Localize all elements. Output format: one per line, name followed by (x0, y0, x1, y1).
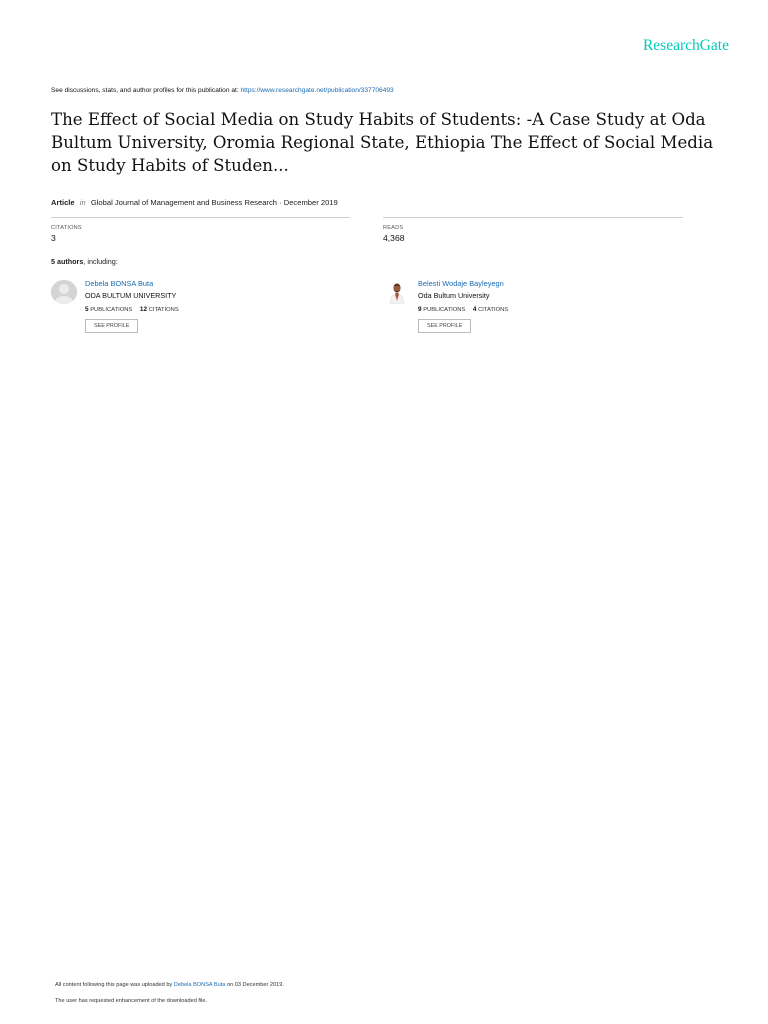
author-publications-count: 5 (85, 306, 89, 313)
author-name[interactable]: Debela BONSA Buta (85, 279, 154, 288)
reads-stat (383, 217, 683, 243)
upload-prefix: All content following this page was uploaded by (55, 982, 174, 988)
author-citations-count: 4 (472, 306, 477, 313)
default-avatar-icon[interactable] (51, 280, 77, 304)
reads-value: 4,368 (383, 233, 405, 243)
citations-label: CITATIONS (51, 225, 82, 231)
reads-label: READS (383, 225, 404, 231)
citations-stat (51, 217, 350, 243)
journal-name[interactable]: Global Journal of Management and Business Research · December 2019 (90, 198, 338, 207)
author-institution: ODA BULTUM UNIVERSITY (85, 291, 177, 300)
publication-meta (51, 198, 338, 207)
author-info (85, 279, 185, 333)
researchgate-logo[interactable]: ResearchGate (642, 37, 729, 54)
discussion-line (51, 87, 394, 94)
author-info (418, 279, 514, 333)
see-profile-button[interactable]: SEE PROFILE (418, 319, 471, 333)
author-institution: Oda Bultum University (418, 291, 490, 300)
authors-count: 5 authors (51, 257, 84, 266)
uploader-link[interactable]: Debela BONSA Buta (173, 982, 226, 988)
author-publications-label: PUBLICATIONS (90, 307, 133, 313)
citations-value: 3 (51, 233, 56, 243)
authors-suffix: , including: (83, 257, 118, 266)
author-citations-label: CITATIONS (148, 307, 179, 313)
publication-type: Article (51, 198, 75, 207)
author-citations-label: CITATIONS (478, 307, 509, 313)
author-card (51, 279, 341, 343)
author-card (384, 279, 674, 343)
author-name[interactable]: Belesti Wodaje Bayleyegn (418, 279, 504, 288)
author-publications-label: PUBLICATIONS (423, 307, 466, 313)
enhancement-note: The user has requested enhancement of the downloaded file. (55, 998, 208, 1004)
see-profile-button[interactable]: SEE PROFILE (85, 319, 138, 333)
author-citations-count: 12 (139, 306, 148, 313)
author-publications-count: 9 (418, 306, 422, 313)
publication-title: The Effect of Social Media on Study Habits of Students: -A Case Study at Oda Bultum University, Oromia Regional State, Ethiopia The Effect of Social Media on Study Habits of Studen... (51, 110, 714, 175)
authors-summary (51, 257, 118, 266)
photo-avatar-icon[interactable] (384, 280, 410, 304)
meta-in: in (79, 198, 86, 207)
discussion-text: See discussions, stats, and author profiles for this publication at: (51, 87, 241, 94)
author-stats (418, 306, 514, 313)
upload-note (55, 982, 284, 988)
upload-suffix: on 03 December 2019. (225, 982, 284, 988)
publication-link[interactable]: https://www.researchgate.net/publication/337706493 (240, 87, 394, 94)
author-stats (85, 306, 185, 313)
